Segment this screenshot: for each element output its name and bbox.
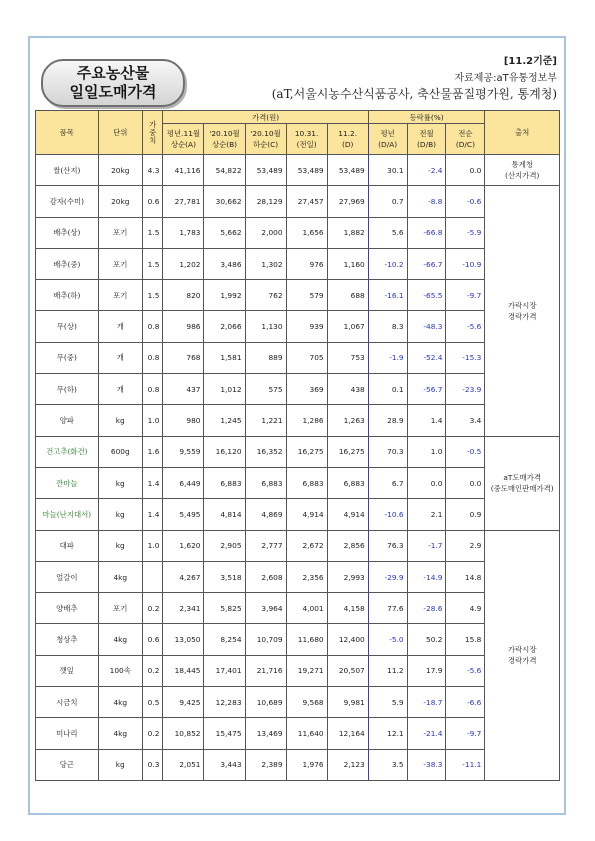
rate-month-cell: -18.7 bbox=[407, 687, 446, 718]
price-avg-cell: 437 bbox=[163, 374, 204, 405]
rate-prev-cell: -5.9 bbox=[446, 217, 485, 248]
price-today-cell: 1,263 bbox=[327, 405, 368, 436]
price-today-cell: 1,882 bbox=[327, 217, 368, 248]
price-avg-cell: 41,116 bbox=[163, 155, 204, 186]
rate-month-cell: -14.9 bbox=[407, 561, 446, 592]
price-oct-late-cell: 3,964 bbox=[245, 593, 286, 624]
price-prev-day-cell: 16,275 bbox=[286, 436, 327, 467]
rate-avg-cell: 0.1 bbox=[368, 374, 407, 405]
price-oct-late-cell: 889 bbox=[245, 342, 286, 373]
header-rate-prev: 전순 (D/C) bbox=[446, 124, 485, 155]
price-prev-day-cell: 19,271 bbox=[286, 655, 327, 686]
unit-cell: 포기 bbox=[98, 217, 142, 248]
unit-cell: 600g bbox=[98, 436, 142, 467]
item-cell: 양파 bbox=[36, 405, 99, 436]
item-cell: 깻잎 bbox=[36, 655, 99, 686]
price-avg-cell: 986 bbox=[163, 311, 204, 342]
price-prev-day-cell: 939 bbox=[286, 311, 327, 342]
rate-avg-cell: -29.9 bbox=[368, 561, 407, 592]
price-oct-late-cell: 53,489 bbox=[245, 155, 286, 186]
price-oct-late-cell: 1,302 bbox=[245, 248, 286, 279]
source-cell bbox=[485, 186, 560, 436]
rate-avg-cell: 5.6 bbox=[368, 217, 407, 248]
price-oct-early-cell: 1,012 bbox=[204, 374, 245, 405]
price-avg-cell: 13,050 bbox=[163, 624, 204, 655]
title-line-2: 일일도매가격 bbox=[69, 83, 157, 101]
header-price-group: 가격(원) bbox=[163, 111, 368, 124]
rate-avg-cell: 12.1 bbox=[368, 718, 407, 749]
price-today-cell: 27,969 bbox=[327, 186, 368, 217]
rate-prev-cell: -9.7 bbox=[446, 718, 485, 749]
price-oct-late-cell: 10,689 bbox=[245, 687, 286, 718]
rate-month-cell: 50.2 bbox=[407, 624, 446, 655]
price-today-cell: 2,123 bbox=[327, 749, 368, 780]
rate-month-cell: -48.3 bbox=[407, 311, 446, 342]
unit-cell: 4kg bbox=[98, 561, 142, 592]
price-avg-cell: 1,202 bbox=[163, 248, 204, 279]
source-line-2: 경락가격 bbox=[507, 311, 537, 321]
rate-prev-cell: -0.6 bbox=[446, 186, 485, 217]
table-row bbox=[36, 186, 560, 217]
price-oct-early-cell: 8,254 bbox=[204, 624, 245, 655]
source-line-2: (중도매인판매가격) bbox=[490, 484, 554, 494]
unit-cell: 4kg bbox=[98, 687, 142, 718]
price-today-cell: 1,067 bbox=[327, 311, 368, 342]
rate-prev-cell: 4.9 bbox=[446, 593, 485, 624]
unit-cell: 포기 bbox=[98, 280, 142, 311]
rate-prev-cell: -9.7 bbox=[446, 280, 485, 311]
price-avg-cell: 9,425 bbox=[163, 687, 204, 718]
item-cell: 청상추 bbox=[36, 624, 99, 655]
rate-month-cell: 1.4 bbox=[407, 405, 446, 436]
price-prev-day-cell: 11,680 bbox=[286, 624, 327, 655]
price-table bbox=[35, 110, 560, 781]
rate-prev-cell: 14.8 bbox=[446, 561, 485, 592]
price-oct-early-cell: 1,581 bbox=[204, 342, 245, 373]
unit-cell: 20kg bbox=[98, 155, 142, 186]
title-badge bbox=[41, 59, 185, 107]
table-row bbox=[36, 248, 560, 279]
weight-cell: 1.6 bbox=[142, 436, 163, 467]
weight-cell: 1.5 bbox=[142, 280, 163, 311]
price-avg-cell: 2,341 bbox=[163, 593, 204, 624]
item-cell: 대파 bbox=[36, 530, 99, 561]
price-oct-early-cell: 12,283 bbox=[204, 687, 245, 718]
item-cell: 배추(중) bbox=[36, 248, 99, 279]
unit-cell: 100속 bbox=[98, 655, 142, 686]
price-oct-early-cell: 30,662 bbox=[204, 186, 245, 217]
rate-prev-cell: -5.6 bbox=[446, 311, 485, 342]
price-oct-late-cell: 2,000 bbox=[245, 217, 286, 248]
price-oct-late-cell: 13,469 bbox=[245, 718, 286, 749]
rate-avg-cell: 11.2 bbox=[368, 655, 407, 686]
rate-month-cell: -52.4 bbox=[407, 342, 446, 373]
unit-cell: 개 bbox=[98, 342, 142, 373]
table-row bbox=[36, 593, 560, 624]
price-oct-late-cell: 2,389 bbox=[245, 749, 286, 780]
source-line-2: 경락가격 bbox=[507, 656, 537, 666]
item-cell: 얼갈이 bbox=[36, 561, 99, 592]
price-avg-cell: 768 bbox=[163, 342, 204, 373]
price-today-cell: 9,981 bbox=[327, 687, 368, 718]
item-cell: 배추(상) bbox=[36, 217, 99, 248]
price-avg-cell: 27,781 bbox=[163, 186, 204, 217]
unit-cell: kg bbox=[98, 530, 142, 561]
weight-cell: 1.0 bbox=[142, 405, 163, 436]
item-cell: 깐마늘 bbox=[36, 467, 99, 498]
unit-cell: 20kg bbox=[98, 186, 142, 217]
price-oct-early-cell: 15,475 bbox=[204, 718, 245, 749]
rate-month-cell: -8.8 bbox=[407, 186, 446, 217]
price-prev-day-cell: 369 bbox=[286, 374, 327, 405]
header-oct-early: '20.10월 상순(B) bbox=[204, 124, 245, 155]
price-oct-early-cell: 5,825 bbox=[204, 593, 245, 624]
source-cell bbox=[485, 530, 560, 780]
rate-prev-cell: 0.0 bbox=[446, 155, 485, 186]
table-row bbox=[36, 374, 560, 405]
table-row bbox=[36, 311, 560, 342]
table-row bbox=[36, 655, 560, 686]
header-prev-day: 10.31. (전일) bbox=[286, 124, 327, 155]
rate-month-cell: 2.1 bbox=[407, 499, 446, 530]
unit-cell: 4kg bbox=[98, 624, 142, 655]
price-prev-day-cell: 4,914 bbox=[286, 499, 327, 530]
source-line-1: 가락시장 bbox=[507, 300, 537, 310]
price-today-cell: 12,164 bbox=[327, 718, 368, 749]
item-cell: 배추(하) bbox=[36, 280, 99, 311]
unit-cell: 4kg bbox=[98, 718, 142, 749]
source-line-1: 통계청 bbox=[511, 160, 533, 170]
price-prev-day-cell: 53,489 bbox=[286, 155, 327, 186]
unit-cell: 개 bbox=[98, 311, 142, 342]
data-sources: (aT,서울시농수산식품공사, 축산물품질평가원, 통계청) bbox=[271, 87, 557, 101]
price-today-cell: 20,507 bbox=[327, 655, 368, 686]
rate-prev-cell: -15.3 bbox=[446, 342, 485, 373]
rate-month-cell: -66.7 bbox=[407, 248, 446, 279]
rate-month-cell: -28.6 bbox=[407, 593, 446, 624]
header-source: 출처 bbox=[485, 111, 560, 155]
unit-cell: kg bbox=[98, 405, 142, 436]
price-oct-late-cell: 762 bbox=[245, 280, 286, 311]
rate-month-cell: -1.7 bbox=[407, 530, 446, 561]
rate-month-cell: -2.4 bbox=[407, 155, 446, 186]
price-oct-late-cell: 2,777 bbox=[245, 530, 286, 561]
rate-prev-cell: -23.9 bbox=[446, 374, 485, 405]
price-oct-late-cell: 21,716 bbox=[245, 655, 286, 686]
price-oct-early-cell: 3,443 bbox=[204, 749, 245, 780]
rate-month-cell: -66.8 bbox=[407, 217, 446, 248]
price-avg-cell: 10,852 bbox=[163, 718, 204, 749]
weight-cell: 1.4 bbox=[142, 499, 163, 530]
rate-avg-cell: 3.5 bbox=[368, 749, 407, 780]
rate-avg-cell: 28.9 bbox=[368, 405, 407, 436]
source-line-1: aT도매가격 bbox=[503, 473, 541, 483]
weight-cell: 1.5 bbox=[142, 248, 163, 279]
price-prev-day-cell: 11,640 bbox=[286, 718, 327, 749]
price-today-cell: 2,993 bbox=[327, 561, 368, 592]
rate-avg-cell: 70.3 bbox=[368, 436, 407, 467]
price-avg-cell: 1,620 bbox=[163, 530, 204, 561]
price-oct-early-cell: 16,120 bbox=[204, 436, 245, 467]
price-oct-early-cell: 2,905 bbox=[204, 530, 245, 561]
weight-cell: 4.3 bbox=[142, 155, 163, 186]
rate-prev-cell: -10.9 bbox=[446, 248, 485, 279]
price-oct-late-cell: 1,221 bbox=[245, 405, 286, 436]
rate-month-cell: -56.7 bbox=[407, 374, 446, 405]
weight-cell: 0.5 bbox=[142, 687, 163, 718]
rate-avg-cell: -5.0 bbox=[368, 624, 407, 655]
price-prev-day-cell: 1,976 bbox=[286, 749, 327, 780]
price-oct-late-cell: 1,130 bbox=[245, 311, 286, 342]
rate-prev-cell: -11.1 bbox=[446, 749, 485, 780]
data-provider: 자료제공:aT유통정보부 bbox=[454, 73, 557, 84]
table-row bbox=[36, 499, 560, 530]
weight-cell: 0.2 bbox=[142, 593, 163, 624]
price-prev-day-cell: 705 bbox=[286, 342, 327, 373]
rate-month-cell: -65.5 bbox=[407, 280, 446, 311]
weight-cell: 1.5 bbox=[142, 217, 163, 248]
weight-cell: 1.0 bbox=[142, 530, 163, 561]
price-oct-early-cell: 5,662 bbox=[204, 217, 245, 248]
price-prev-day-cell: 2,672 bbox=[286, 530, 327, 561]
header-rate-month: 전월 (D/B) bbox=[407, 124, 446, 155]
header-today: 11.2. (D) bbox=[327, 124, 368, 155]
source-cell bbox=[485, 155, 560, 186]
price-avg-cell: 820 bbox=[163, 280, 204, 311]
table-row bbox=[36, 530, 560, 561]
price-oct-early-cell: 2,066 bbox=[204, 311, 245, 342]
price-today-cell: 4,914 bbox=[327, 499, 368, 530]
price-today-cell: 438 bbox=[327, 374, 368, 405]
item-cell: 무(하) bbox=[36, 374, 99, 405]
item-cell: 미나리 bbox=[36, 718, 99, 749]
rate-month-cell: 1.0 bbox=[407, 436, 446, 467]
table-row bbox=[36, 718, 560, 749]
table-row bbox=[36, 624, 560, 655]
rate-prev-cell: -0.5 bbox=[446, 436, 485, 467]
price-oct-early-cell: 17,401 bbox=[204, 655, 245, 686]
price-today-cell: 753 bbox=[327, 342, 368, 373]
unit-cell: 포기 bbox=[98, 593, 142, 624]
rate-month-cell: 17.9 bbox=[407, 655, 446, 686]
table-body bbox=[36, 155, 560, 781]
item-cell: 시금치 bbox=[36, 687, 99, 718]
price-avg-cell: 5,495 bbox=[163, 499, 204, 530]
rate-avg-cell: 5.9 bbox=[368, 687, 407, 718]
item-cell: 무(상) bbox=[36, 311, 99, 342]
rate-prev-cell: -6.6 bbox=[446, 687, 485, 718]
rate-month-cell: -21.4 bbox=[407, 718, 446, 749]
price-today-cell: 6,883 bbox=[327, 467, 368, 498]
header-rate-avg: 평년 (D/A) bbox=[368, 124, 407, 155]
price-today-cell: 688 bbox=[327, 280, 368, 311]
price-avg-cell: 2,051 bbox=[163, 749, 204, 780]
weight-cell: 0.6 bbox=[142, 186, 163, 217]
price-oct-late-cell: 6,883 bbox=[245, 467, 286, 498]
price-today-cell: 16,275 bbox=[327, 436, 368, 467]
rate-month-cell: -38.3 bbox=[407, 749, 446, 780]
rate-avg-cell: 77.6 bbox=[368, 593, 407, 624]
price-prev-day-cell: 4,001 bbox=[286, 593, 327, 624]
table-row bbox=[36, 749, 560, 780]
price-today-cell: 4,158 bbox=[327, 593, 368, 624]
weight-cell: 0.8 bbox=[142, 311, 163, 342]
unit-cell: kg bbox=[98, 467, 142, 498]
price-avg-cell: 9,559 bbox=[163, 436, 204, 467]
table-row bbox=[36, 405, 560, 436]
table-row bbox=[36, 342, 560, 373]
price-prev-day-cell: 6,883 bbox=[286, 467, 327, 498]
item-cell: 마늘(난지대서) bbox=[36, 499, 99, 530]
item-cell: 감자(수미) bbox=[36, 186, 99, 217]
weight-cell: 0.2 bbox=[142, 655, 163, 686]
table-row bbox=[36, 217, 560, 248]
weight-cell: 0.6 bbox=[142, 624, 163, 655]
item-cell: 양배추 bbox=[36, 593, 99, 624]
rate-avg-cell: 0.7 bbox=[368, 186, 407, 217]
header-avg-nov: 평년.11월 상순(A) bbox=[163, 124, 204, 155]
price-oct-late-cell: 10,709 bbox=[245, 624, 286, 655]
price-oct-early-cell: 3,486 bbox=[204, 248, 245, 279]
rate-avg-cell: -1.9 bbox=[368, 342, 407, 373]
unit-cell: kg bbox=[98, 499, 142, 530]
price-oct-late-cell: 16,352 bbox=[245, 436, 286, 467]
header-oct-late: '20.10월 하순(C) bbox=[245, 124, 286, 155]
price-avg-cell: 18,445 bbox=[163, 655, 204, 686]
price-oct-late-cell: 575 bbox=[245, 374, 286, 405]
unit-cell: kg bbox=[98, 749, 142, 780]
price-oct-late-cell: 2,608 bbox=[245, 561, 286, 592]
price-prev-day-cell: 2,356 bbox=[286, 561, 327, 592]
rate-avg-cell: 76.3 bbox=[368, 530, 407, 561]
base-date: [11.2기준] bbox=[503, 56, 557, 67]
table-row bbox=[36, 155, 560, 186]
weight-cell: 1.4 bbox=[142, 467, 163, 498]
price-avg-cell: 1,783 bbox=[163, 217, 204, 248]
price-prev-day-cell: 27,457 bbox=[286, 186, 327, 217]
price-avg-cell: 980 bbox=[163, 405, 204, 436]
table-row bbox=[36, 436, 560, 467]
rate-avg-cell: 30.1 bbox=[368, 155, 407, 186]
source-line-1: 가락시장 bbox=[507, 645, 537, 655]
source-cell bbox=[485, 436, 560, 530]
price-avg-cell: 6,449 bbox=[163, 467, 204, 498]
rate-prev-cell: 0.9 bbox=[446, 499, 485, 530]
price-prev-day-cell: 9,568 bbox=[286, 687, 327, 718]
header-item: 품목 bbox=[36, 111, 99, 155]
price-oct-late-cell: 4,869 bbox=[245, 499, 286, 530]
table-row bbox=[36, 561, 560, 592]
rate-month-cell: 0.0 bbox=[407, 467, 446, 498]
price-prev-day-cell: 976 bbox=[286, 248, 327, 279]
rate-avg-cell: -10.2 bbox=[368, 248, 407, 279]
rate-avg-cell: 8.3 bbox=[368, 311, 407, 342]
source-line-2: (산지가격) bbox=[505, 171, 540, 181]
weight-cell: 0.8 bbox=[142, 374, 163, 405]
price-oct-early-cell: 3,518 bbox=[204, 561, 245, 592]
weight-cell bbox=[142, 561, 163, 592]
item-cell: 쌀(산지) bbox=[36, 155, 99, 186]
weight-cell: 0.8 bbox=[142, 342, 163, 373]
weight-cell: 0.3 bbox=[142, 749, 163, 780]
item-cell: 건고추(화건) bbox=[36, 436, 99, 467]
price-oct-late-cell: 28,129 bbox=[245, 186, 286, 217]
price-oct-early-cell: 6,883 bbox=[204, 467, 245, 498]
rate-avg-cell: -10.6 bbox=[368, 499, 407, 530]
unit-cell: 개 bbox=[98, 374, 142, 405]
rate-prev-cell: 15.8 bbox=[446, 624, 485, 655]
price-today-cell: 1,160 bbox=[327, 248, 368, 279]
price-today-cell: 53,489 bbox=[327, 155, 368, 186]
rate-avg-cell: 6.7 bbox=[368, 467, 407, 498]
item-cell: 당근 bbox=[36, 749, 99, 780]
header-weight: 가중치 bbox=[142, 111, 163, 155]
title-line-1: 주요농산물 bbox=[76, 64, 150, 82]
price-prev-day-cell: 1,656 bbox=[286, 217, 327, 248]
rate-prev-cell: 3.4 bbox=[446, 405, 485, 436]
rate-prev-cell: -5.6 bbox=[446, 655, 485, 686]
rate-prev-cell: 0.0 bbox=[446, 467, 485, 498]
price-oct-early-cell: 1,992 bbox=[204, 280, 245, 311]
header-rate-group: 등락률(%) bbox=[368, 111, 485, 124]
price-oct-early-cell: 54,822 bbox=[204, 155, 245, 186]
price-oct-early-cell: 1,245 bbox=[204, 405, 245, 436]
price-today-cell: 12,400 bbox=[327, 624, 368, 655]
price-prev-day-cell: 579 bbox=[286, 280, 327, 311]
table-row bbox=[36, 467, 560, 498]
price-avg-cell: 4,267 bbox=[163, 561, 204, 592]
table-row bbox=[36, 687, 560, 718]
unit-cell: 포기 bbox=[98, 248, 142, 279]
price-today-cell: 2,856 bbox=[327, 530, 368, 561]
price-oct-early-cell: 4,814 bbox=[204, 499, 245, 530]
rate-prev-cell: 2.9 bbox=[446, 530, 485, 561]
table-row bbox=[36, 280, 560, 311]
rate-avg-cell: -16.1 bbox=[368, 280, 407, 311]
header-unit: 단위 bbox=[98, 111, 142, 155]
weight-cell: 0.2 bbox=[142, 718, 163, 749]
price-prev-day-cell: 1,286 bbox=[286, 405, 327, 436]
item-cell: 무(중) bbox=[36, 342, 99, 373]
